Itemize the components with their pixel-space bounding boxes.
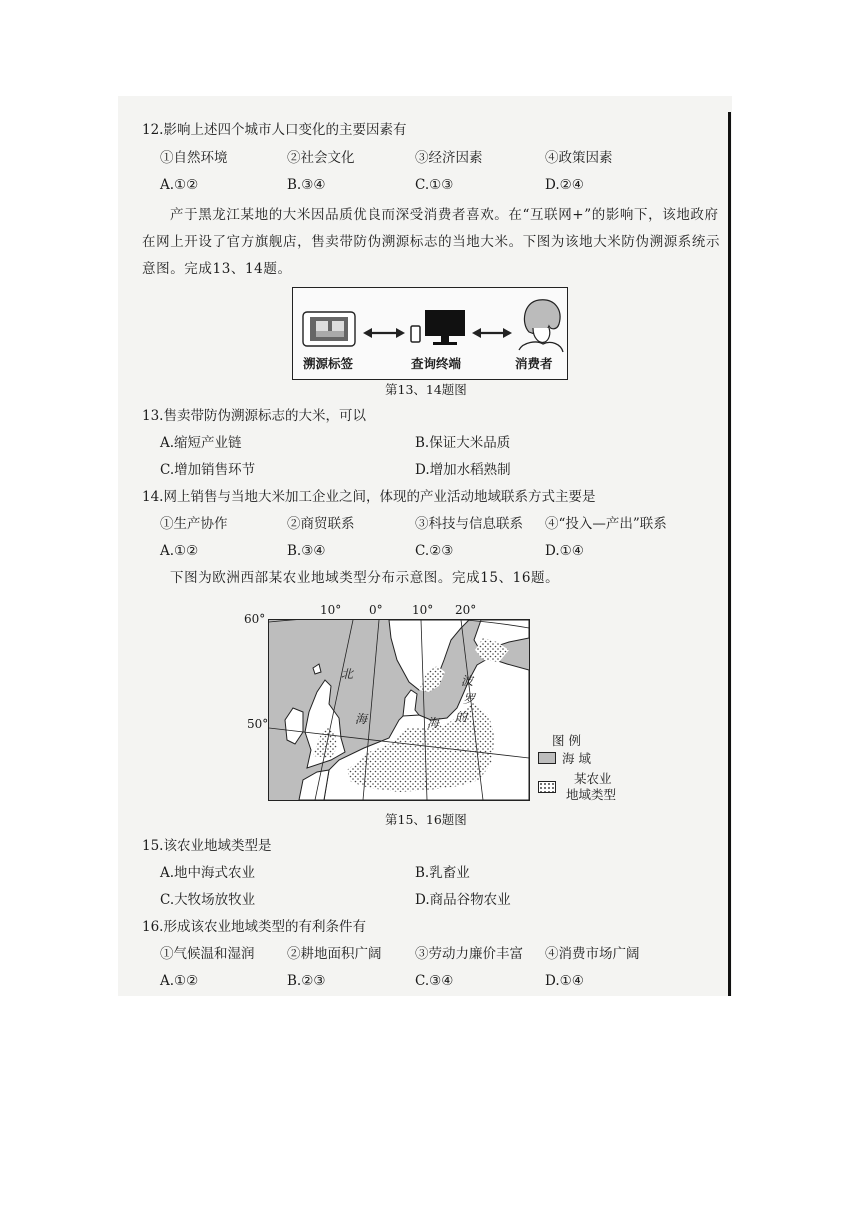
sea-label: 北 — [341, 667, 354, 681]
q14-item-4: ④“投入—产出”联系 — [545, 516, 667, 532]
q16-item-3: ③劳动力廉价丰富 — [415, 946, 523, 962]
traceability-diagram — [292, 287, 568, 380]
q14-choice-d: D.①④ — [545, 543, 584, 559]
q14-choice-a: A.①② — [160, 543, 199, 559]
legend-agri-swatch — [538, 781, 556, 793]
q15-choice-c: C.大牧场放牧业 — [160, 892, 256, 908]
lon-label: 0° — [369, 603, 383, 617]
label-caption: 溯源标签 — [303, 356, 354, 371]
q15-stem: 15.该农业地域类型是 — [142, 838, 272, 854]
europe-map — [268, 619, 530, 801]
legend-sea-swatch — [538, 752, 556, 764]
q12-choice-c: C.①③ — [415, 177, 454, 193]
double-arrow-icon — [363, 328, 405, 338]
trace-label-icon — [303, 312, 355, 346]
q12-choice-a: A.①② — [160, 177, 199, 193]
passage-rice: 产于黑龙江某地的大米因品质优良而深受消费者喜欢。在“互联网+”的影响下，该地政府在网上开设了官方旗舰店，售卖带防伪溯源标志的当地大米。下图为该地大米防伪溯源系统示意图。完成13、14题。 — [142, 207, 721, 277]
lon-label: 20° — [455, 603, 477, 617]
q13-choice-c: C.增加销售环节 — [160, 462, 256, 478]
q14-stem: 14.网上销售与当地大米加工企业之间，体现的产业活动地域联系方式主要是 — [142, 489, 596, 505]
q12-item-1: ①自然环境 — [160, 150, 228, 166]
legend-title: 图 例 — [552, 733, 581, 748]
q16-item-4: ④消费市场广阔 — [545, 946, 640, 962]
q16-choice-a: A.①② — [160, 973, 199, 989]
q14-item-2: ②商贸联系 — [287, 516, 355, 532]
passage-europe: 下图为欧洲西部某农业地域类型分布示意图。完成15、16题。 — [170, 570, 560, 586]
sea-label: 海 — [355, 712, 368, 726]
q14-choice-c: C.②③ — [415, 543, 454, 559]
q12-item-2: ②社会文化 — [287, 150, 355, 166]
q13-choice-b: B.保证大米品质 — [415, 435, 511, 451]
q14-item-3: ③科技与信息联系 — [415, 516, 523, 532]
q15-choice-a: A.地中海式农业 — [160, 865, 256, 881]
q15-choice-d: D.商品谷物农业 — [415, 892, 511, 908]
sea-label: 的 — [455, 710, 468, 724]
legend-sea-label: 海 域 — [562, 751, 591, 766]
lon-label: 10° — [320, 603, 342, 617]
sea-label: 罗 — [463, 692, 476, 706]
q14-choice-b: B.③④ — [287, 543, 326, 559]
figure-caption-13-14: 第13、14题图 — [385, 382, 467, 397]
legend-agri-label: 某农业 — [574, 771, 612, 786]
q12-stem: 12.影响上述四个城市人口变化的主要因素有 — [142, 122, 407, 138]
q15-choice-b: B.乳畜业 — [415, 865, 470, 881]
q12-item-3: ③经济因素 — [415, 150, 483, 166]
sea-label: 海 — [427, 716, 440, 730]
double-arrow-icon — [472, 328, 512, 338]
legend-agri-label: 地域类型 — [566, 787, 617, 802]
q14-item-1: ①生产协作 — [160, 516, 228, 532]
q16-item-2: ②耕地面积广阔 — [287, 946, 382, 962]
terminal-icon — [411, 310, 465, 345]
q13-choice-d: D.增加水稻熟制 — [415, 462, 511, 478]
lon-label: 10° — [412, 603, 434, 617]
q12-choice-b: B.③④ — [287, 177, 326, 193]
q12-item-4: ④政策因素 — [545, 150, 613, 166]
lat-label: 60° — [244, 612, 266, 626]
consumer-caption: 消费者 — [515, 356, 553, 371]
q16-choice-c: C.③④ — [415, 973, 454, 989]
margin-rule — [728, 112, 731, 996]
q16-item-1: ①气候温和湿润 — [160, 946, 255, 962]
terminal-caption: 查询终端 — [411, 356, 462, 371]
lat-label: 50° — [247, 717, 269, 731]
q16-choice-b: B.②③ — [287, 973, 326, 989]
sea-label: 波 — [461, 674, 474, 688]
q16-stem: 16.形成该农业地域类型的有利条件有 — [142, 919, 366, 935]
q13-choice-a: A.缩短产业链 — [160, 435, 242, 451]
figure-caption-15-16: 第15、16题图 — [385, 812, 467, 827]
q12-choice-d: D.②④ — [545, 177, 584, 193]
consumer-icon — [519, 300, 563, 352]
q16-choice-d: D.①④ — [545, 973, 584, 989]
q13-stem: 13.售卖带防伪溯源标志的大米，可以 — [142, 408, 366, 424]
